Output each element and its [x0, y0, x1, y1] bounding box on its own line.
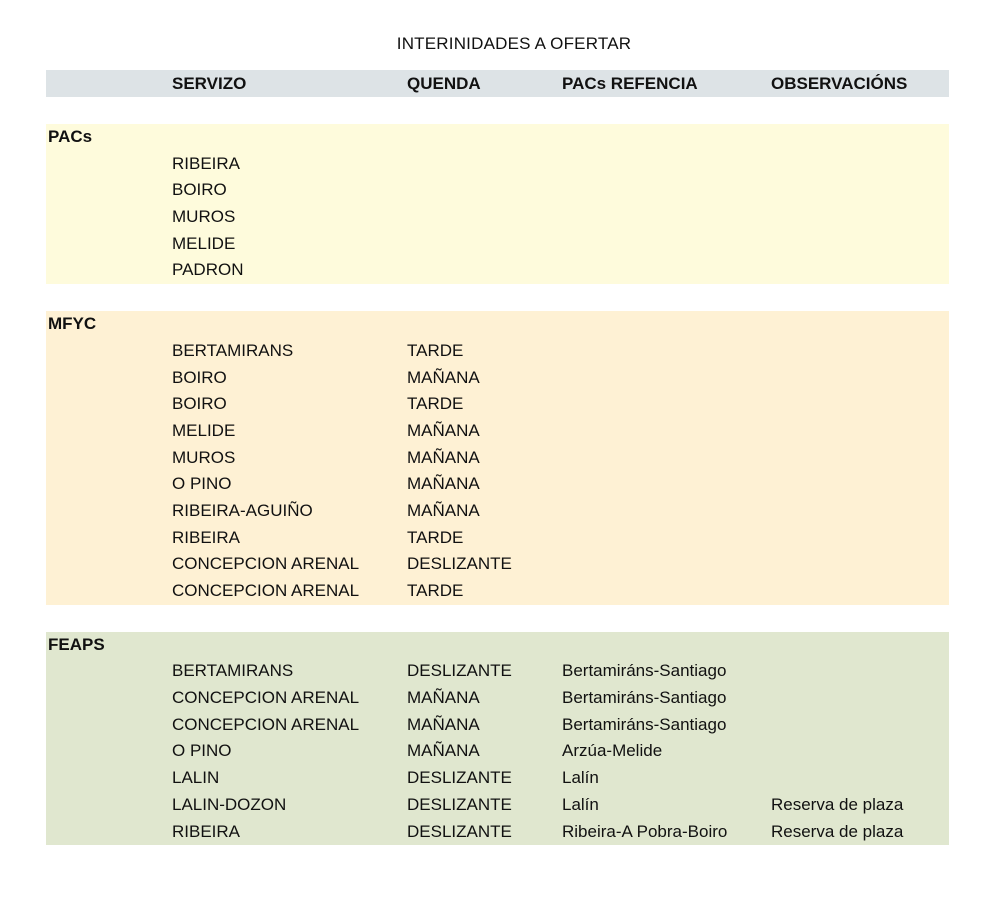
cell-pacs-referencia: Lalín	[562, 794, 599, 814]
table-row	[46, 712, 949, 739]
cell-servizo: BOIRO	[172, 394, 227, 414]
cell-pacs-referencia: Lalín	[562, 768, 599, 788]
cell-servizo: CONCEPCION ARENAL	[172, 688, 360, 708]
cell-servizo: O PINO	[172, 741, 232, 761]
table-row	[46, 418, 949, 445]
cell-quenda: MAÑANA	[407, 474, 480, 494]
header-pacs-referencia: PACs REFENCIA	[562, 74, 698, 93]
cell-quenda: DESLIZANTE	[407, 554, 512, 574]
spacer	[46, 97, 949, 124]
cell-servizo: RIBEIRA	[172, 821, 241, 841]
header-quenda: QUENDA	[407, 74, 481, 93]
cell-pacs-referencia: Bertamiráns-Santiago	[562, 714, 727, 734]
cell-quenda: MAÑANA	[407, 741, 480, 761]
cell-quenda: TARDE	[407, 340, 464, 360]
cell-servizo: CONCEPCION ARENAL	[172, 581, 360, 600]
table-row	[46, 792, 949, 819]
cell-observacions: Reserva de plaza	[771, 794, 904, 814]
section-label-row	[46, 632, 949, 659]
table-header	[46, 70, 949, 97]
section-pacs	[46, 124, 949, 284]
table-row	[46, 578, 949, 605]
table-row	[46, 257, 949, 284]
cell-quenda: DESLIZANTE	[407, 821, 512, 841]
table-row	[46, 819, 949, 846]
cell-servizo: CONCEPCION ARENAL	[172, 554, 360, 574]
cell-quenda: DESLIZANTE	[407, 661, 512, 681]
cell-servizo: RIBEIRA	[172, 153, 241, 173]
cell-servizo: RIBEIRA-AGUIÑO	[172, 500, 313, 520]
cell-servizo: CONCEPCION ARENAL	[172, 714, 360, 734]
spacer	[46, 605, 949, 632]
table-row	[46, 445, 949, 472]
section-feaps	[46, 632, 949, 846]
table-row	[46, 365, 949, 392]
cell-pacs-referencia: Arzúa-Melide	[562, 741, 663, 761]
cell-servizo: BOIRO	[172, 180, 227, 200]
cell-servizo: PADRON	[172, 260, 244, 280]
table-row	[46, 498, 949, 525]
table-row	[46, 177, 949, 204]
header-observacions: OBSERVACIÓNS	[771, 74, 908, 93]
header-servizo: SERVIZO	[172, 74, 247, 93]
cell-pacs-referencia: Bertamiráns-Santiago	[562, 688, 727, 708]
cell-servizo: MUROS	[172, 207, 236, 227]
interinidades-table	[46, 70, 949, 845]
spacer	[46, 284, 949, 311]
cell-servizo: MELIDE	[172, 420, 236, 440]
table-row	[46, 231, 949, 258]
cell-quenda: TARDE	[407, 394, 464, 414]
section-label: PACs	[48, 127, 93, 146]
cell-servizo: BERTAMIRANS	[172, 661, 294, 681]
cell-quenda: TARDE	[407, 527, 464, 547]
cell-pacs-referencia: Bertamiráns-Santiago	[562, 661, 727, 681]
cell-quenda: MAÑANA	[407, 367, 480, 387]
cell-quenda: MAÑANA	[407, 500, 480, 520]
cell-servizo: BOIRO	[172, 367, 227, 387]
cell-quenda: MAÑANA	[407, 688, 480, 708]
table-row	[46, 765, 949, 792]
cell-servizo: LALIN	[172, 768, 220, 788]
table-row	[46, 685, 949, 712]
section-mfyc	[46, 311, 949, 605]
cell-quenda: DESLIZANTE	[407, 768, 512, 788]
table-row	[46, 151, 949, 178]
table-row	[46, 471, 949, 498]
section-label-row	[46, 311, 949, 338]
cell-servizo: RIBEIRA	[172, 527, 241, 547]
cell-quenda: TARDE	[407, 581, 464, 600]
cell-quenda: MAÑANA	[407, 447, 480, 467]
cell-quenda: DESLIZANTE	[407, 794, 512, 814]
cell-servizo: MUROS	[172, 447, 236, 467]
table-row	[46, 738, 949, 765]
table-row	[46, 391, 949, 418]
cell-quenda: MAÑANA	[407, 714, 480, 734]
section-label-row	[46, 124, 949, 151]
table-row	[46, 338, 949, 365]
cell-servizo: LALIN-DOZON	[172, 794, 287, 814]
table-row	[46, 525, 949, 552]
table-row	[46, 204, 949, 231]
cell-quenda: MAÑANA	[407, 420, 480, 440]
table-row	[46, 658, 949, 685]
cell-pacs-referencia: Ribeira-A Pobra-Boiro	[562, 821, 728, 841]
cell-servizo: O PINO	[172, 474, 232, 494]
cell-observacions: Reserva de plaza	[771, 821, 904, 841]
section-label: MFYC	[48, 314, 97, 334]
cell-servizo: BERTAMIRANS	[172, 340, 294, 360]
table-row	[46, 551, 949, 578]
document-title: INTERINIDADES A OFERTAR	[396, 34, 632, 53]
cell-servizo: MELIDE	[172, 233, 236, 253]
section-label: FEAPS	[48, 634, 105, 654]
